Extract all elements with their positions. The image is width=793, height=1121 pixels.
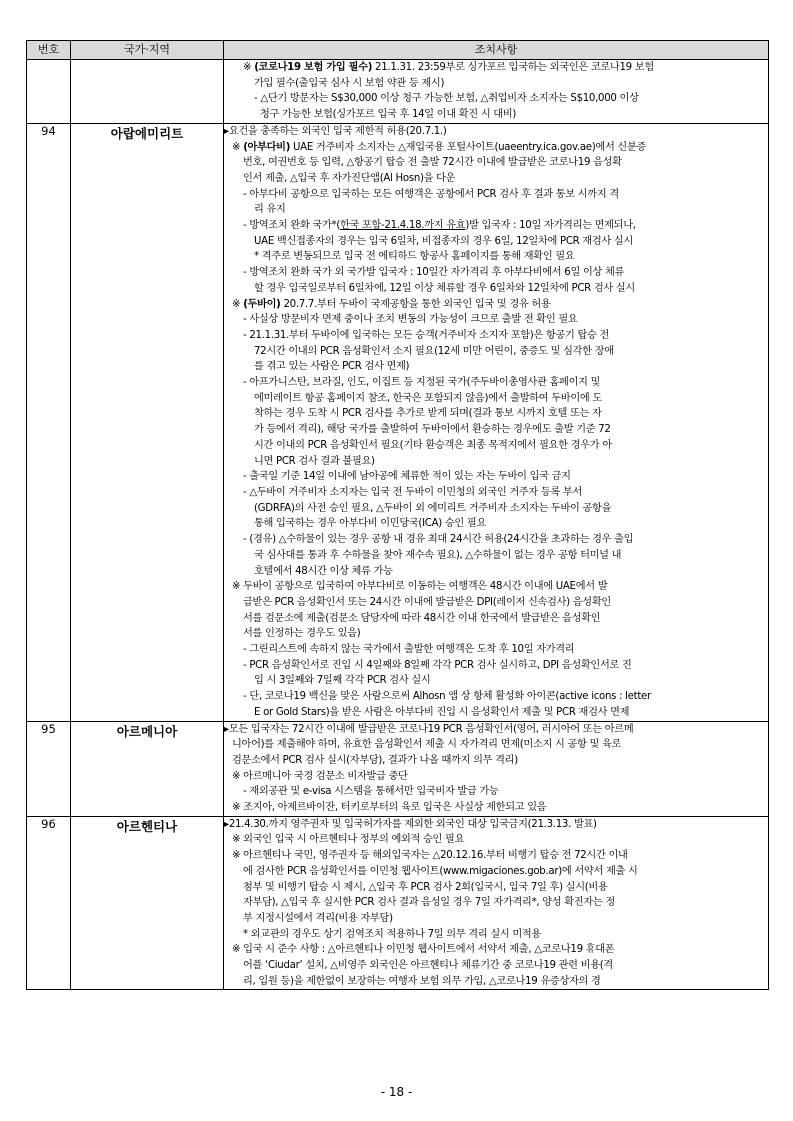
measure-line [224, 454, 768, 470]
measure-text: ※ [232, 298, 244, 310]
measure-line [224, 532, 768, 548]
measure-line [224, 249, 768, 265]
measure-text: ※ 두바이 공항으로 입국하여 아부다비로 이동하는 여행객은 48시간 이내에 UAE에서 발 [232, 581, 608, 593]
measure-text: 20.7.7.부터 두바이 국제공항을 통한 외국인 입국 및 경유 허용 [280, 298, 551, 310]
measure-line [224, 769, 768, 785]
measure-text: - 방역조치 완화 국가 외 국가발 입국자 : 10일간 자가격리 후 아부다비에서 6일 이상 체류 [243, 267, 625, 279]
measure-text: 검문소에서 PCR 검사 실시(자부담), 결과가 나올 때까지 의무 격리) [232, 754, 518, 766]
measure-text: (아부다비) [243, 141, 291, 153]
table-row [27, 816, 769, 990]
measure-text: 통해 입국하는 경우 아부다비 이민당국(ICA) 승인 필요 [254, 518, 486, 530]
measure-text: E or Gold Stars)을 받은 사람은 아부다비 진입 시 음성확인서 제출 및 PCR 재검사 면제 [254, 706, 630, 718]
measure-text: - 아부다비 공항으로 입국하는 모든 여행객은 공항에서 PCR 검사 후 결과 통보 시까지 격 [243, 188, 619, 200]
measure-text: 청구 가능한 보험(싱가포르 입국 후 14일 이내 확진 시 대비) [260, 109, 517, 121]
measure-line [224, 140, 768, 156]
measure-text: 부 지정시설에서 격리(비용 자부담) [243, 912, 393, 924]
measure-text: - 재외공관 및 e-visa 시스템을 통해서만 입국비자 발급 가능 [243, 786, 499, 798]
header-measures: 조치사항 [224, 41, 769, 60]
measure-text: - 21.1.31.부터 두바이에 입국하는 모든 승객(거주비자 소지자 포함)은 항공기 탑승 전 [243, 329, 610, 341]
measure-line [224, 438, 768, 454]
measure-text: * 외교관의 경우도 상기 검역조치 적용하나 7일 의무 격리 실시 미적용 [243, 928, 541, 940]
measure-text: - 방역조치 완화 국가*( [243, 220, 340, 232]
row-number: 96 [27, 816, 71, 990]
row-country: 아르헨티나 [71, 816, 224, 990]
measure-line [224, 312, 768, 328]
measure-text: - 그린리스트에 속하지 않는 국가에서 출발한 여행객은 도착 후 10일 자가격리 [243, 644, 575, 656]
row-country [71, 60, 224, 124]
measure-text: 에 검사한 PCR 음성확인서를 이민청 웹사이트(www.migaciones.gob.ar)에 서약서 제출 시 [243, 865, 638, 877]
measure-text: 서를 인정하는 경우도 있음) [243, 628, 361, 640]
measure-text: 착하는 경우 도착 시 PCR 검사를 추가로 받게 되며(결과 통보 시까지 호텔 또는 자 [254, 408, 602, 420]
measure-line [224, 848, 768, 864]
measure-text: 72시간 이내의 PCR 음성확인서 소지 필요(12세 미만 어린이, 중증도 및 심각한 장애 [254, 345, 614, 357]
measure-text: - △단기 방문자는 S$30,000 이상 청구 가능한 보험, △취업비자 소지자는 S$10,000 이상 [254, 93, 639, 105]
measure-text: ※ 외국인 입국 시 아르헨티나 정부의 예외적 승인 필요 [232, 834, 465, 846]
measure-line [224, 406, 768, 422]
measure-text: 시간 이내의 PCR 음성확인서 필요(기타 환승객은 최종 목적지에서 필요한 경우가 아 [254, 439, 612, 451]
measure-text: 급받은 PCR 음성확인서 또는 24시간 이내에 발급받은 DPI(레이저 신속검사) 음성확인 [243, 596, 611, 608]
measure-line [224, 673, 768, 689]
measure-line [224, 202, 768, 218]
measure-line [224, 60, 768, 76]
measure-text: 에미레이트 항공 홈페이지 참조, 한국은 포함되지 않음)에서 출발하여 두바이에 도 [254, 392, 602, 404]
measure-line [224, 328, 768, 344]
measure-line [224, 76, 768, 92]
measure-text: - PCR 음성확인서로 진입 시 4일째와 8일째 각각 PCR 검사 실시하고, DPI 음성확인서로 진 [243, 659, 632, 671]
measure-text: 번호, 여권번호 등 입력, △항공기 탑승 전 출발 72시간 이내에 발급받은 코로나19 음성확 [243, 157, 622, 169]
measure-text: )발 입국자 : 10일 자가격리는 면제되나, [465, 220, 636, 232]
measure-line [224, 516, 768, 532]
measure-text: (코로나19 보험 가입 필수) [254, 62, 373, 73]
measure-text: 어플 ‘Ciudar’ 설치, △비영주 외국인은 아르헨티나 체류기간 중 코로나19 관련 비용(격 [243, 960, 613, 972]
row-measures [224, 721, 769, 816]
measure-line [224, 705, 768, 721]
measure-text: - 사실상 방문비자 면제 중이나 조치 변동의 가능성이 크므로 출발 전 확인 필요 [243, 314, 578, 326]
measure-line [224, 817, 768, 833]
measure-line [224, 832, 768, 848]
row-number: 95 [27, 721, 71, 816]
header-region: 국가·지역 [71, 41, 224, 60]
measure-text: 국 심사대를 통과 후 수하물을 찾아 재수속 필요), △수하물이 없는 경우 공항 터미널 내 [254, 549, 622, 561]
measure-text: ※ [243, 62, 255, 73]
row-number: 94 [27, 123, 71, 721]
measure-text: UAE 백신접종자의 경우는 입국 6일차, 비접종자의 경우 6일, 12일차에 PCR 재검사 실시 [254, 235, 634, 247]
measure-line [224, 91, 768, 107]
table-row [27, 123, 769, 721]
measure-text: - △두바이 거주비자 소지자는 입국 전 두바이 이민청의 외국인 거주자 등록 부서 [243, 486, 583, 498]
measure-text: 가 등에서 격리), 해당 국가를 출발하여 두바이에서 환승하는 경우에도 출발 기준 72 [254, 424, 611, 436]
measure-line [224, 265, 768, 281]
measure-line [224, 344, 768, 360]
measure-text: 니아어)를 제출해야 하며, 유효한 음성확인서 제출 시 자가격리 면제(미소지 시 공항 및 육로 [232, 739, 622, 751]
measure-line [224, 880, 768, 896]
measure-text: ※ 아르헨티나 국민, 영주권자 등 해외입국자는 △20.12.16.부터 비행기 탑승 전 72시간 이내 [232, 850, 628, 862]
measure-line [224, 611, 768, 627]
row-country: 아랍에미리트 [71, 123, 224, 721]
measure-line [224, 642, 768, 658]
measure-text: ※ [232, 141, 244, 153]
measures-table [26, 40, 769, 990]
measure-text: - 출국일 기준 14일 이내에 남아공에 체류한 적이 있는 자는 두바이 입국 금지 [243, 471, 571, 483]
measure-text: ※ 아르메니아 국경 검문소 비자발급 중단 [232, 770, 408, 782]
measure-line [224, 722, 768, 738]
measure-line [224, 689, 768, 705]
measure-line [224, 800, 768, 816]
measure-line [224, 895, 768, 911]
measure-line [224, 942, 768, 958]
measure-line [224, 359, 768, 375]
measure-text: 서를 검문소에 제출(검문소 담당자에 따라 48시간 이내 한국에서 발급받은 음성확인 [243, 612, 601, 624]
measure-line [224, 375, 768, 391]
measure-line [224, 171, 768, 187]
measure-line [224, 297, 768, 313]
measure-text: 호텔에서 48시간 이상 체류 가능 [254, 565, 393, 577]
measure-line [224, 595, 768, 611]
measure-text: 입 시 3일째와 7일째 각각 PCR 검사 실시 [254, 675, 431, 687]
measure-text: 21.1.31. 23:59부로 싱가포르 입국하는 외국인은 코로나19 보험 [372, 62, 654, 73]
measure-line [224, 658, 768, 674]
measure-line [224, 564, 768, 580]
measure-text: ※ 조지아, 아제르바이잔, 터키로부터의 육로 입국은 사실상 제한되고 있음 [232, 802, 547, 814]
measure-line [224, 753, 768, 769]
measure-line [224, 911, 768, 927]
measure-line [224, 626, 768, 642]
measure-text: (두바이) [243, 298, 281, 310]
measure-line [224, 234, 768, 250]
page-number: - 18 - [380, 1085, 413, 1099]
measure-text: 리 유지 [254, 204, 286, 216]
measure-line [224, 155, 768, 171]
measure-text: ▸요건을 충족하는 외국인 입국 제한적 허용(20.7.1.) [224, 125, 447, 137]
table-header-row [27, 41, 769, 60]
measure-text: (GDRFA)의 사전 승인 필요, △두바이 외 에미리트 거주비자 소지자는 두바이 공항을 [254, 502, 612, 514]
measure-line [224, 422, 768, 438]
measure-line [224, 281, 768, 297]
measure-text: * 격주로 변동되므로 입국 전 에티하드 항공사 홈페이지를 통해 재확인 필요 [254, 251, 575, 263]
measure-line [224, 737, 768, 753]
row-measures [224, 123, 769, 721]
header-number: 번호 [27, 41, 71, 60]
measure-line [224, 784, 768, 800]
measure-line [224, 501, 768, 517]
table-row [27, 721, 769, 816]
measure-text: 할 경우 입국일로부터 6일차에, 12일 이상 체류할 경우 6일차와 12일차에 PCR 검사 실시 [254, 282, 635, 294]
measure-line [224, 124, 768, 140]
measure-line [224, 469, 768, 485]
measure-text: - 단, 코로나19 백신을 맞은 사람으로써 Alhosn 앱 상 항체 활성화 아이콘(active icons : letter [243, 691, 651, 703]
measure-text: 를 겪고 있는 사람은 PCR 검사 면제) [254, 361, 410, 373]
measure-text: 한국 포함-21.4.18.까지 유효 [340, 220, 466, 232]
table-row [27, 60, 769, 124]
measure-text: ▸21.4.30.까지 영주권자 및 입국허가자를 제외한 외국인 대상 입국금지(21.3.13. 발표) [224, 818, 597, 830]
measure-line [224, 579, 768, 595]
measure-text: 니면 PCR 검사 결과 불필요) [254, 455, 375, 467]
measure-line [224, 864, 768, 880]
measure-line [224, 485, 768, 501]
row-number [27, 60, 71, 124]
measure-text: - 아프가니스탄, 브라질, 인도, 이집트 등 지정된 국가(주두바이총영사관 홈페이지 및 [243, 377, 601, 389]
measure-text: 인서 제출, △입국 후 자가진단앱(Al Hosn)을 다운 [243, 172, 456, 184]
measure-text: - (경유) △수하물이 있는 경우 공항 내 경유 최대 24시간 허용(24시간을 초과하는 경우 출입 [243, 534, 634, 546]
measure-text: 자부담), △입국 후 실시한 PCR 검사 결과 음성일 경우 7일 자가격리*, 양성 확진자는 정 [243, 897, 615, 909]
measure-text: ※ 입국 시 준수 사항 : △아르헨티나 이민청 웹사이트에서 서약서 제출, △코로나19 휴대폰 [232, 944, 615, 956]
measure-line [224, 974, 768, 990]
measure-text: ▸모든 입국자는 72시간 이내에 발급받은 코로나19 PCR 음성확인서(영어, 러시아어 또는 아르메 [224, 723, 634, 735]
measure-line [224, 958, 768, 974]
measure-text: UAE 거주비자 소지자는 △재입국용 포털사이트(uaeentry.ica.gov.ae)에서 신분증 [290, 141, 647, 153]
measure-line [224, 548, 768, 564]
row-country: 아르메니아 [71, 721, 224, 816]
measure-line [224, 218, 768, 234]
measure-line [224, 391, 768, 407]
measure-line [224, 107, 768, 123]
measure-text: 리, 입원 등)을 제한없이 보장하는 여행자 보험 의무 가입, △코로나19 유증상자의 경 [243, 975, 601, 987]
measure-text: 가입 필수(출입국 심사 시 보험 약관 등 제시) [254, 77, 445, 89]
measure-line [224, 187, 768, 203]
measure-line [224, 927, 768, 943]
row-measures [224, 60, 769, 124]
measure-text: 첨부 및 비행기 탑승 시 제시, △입국 후 PCR 검사 2회(입국시, 입국 7일 후) 실시(비용 [243, 881, 608, 893]
row-measures [224, 816, 769, 990]
